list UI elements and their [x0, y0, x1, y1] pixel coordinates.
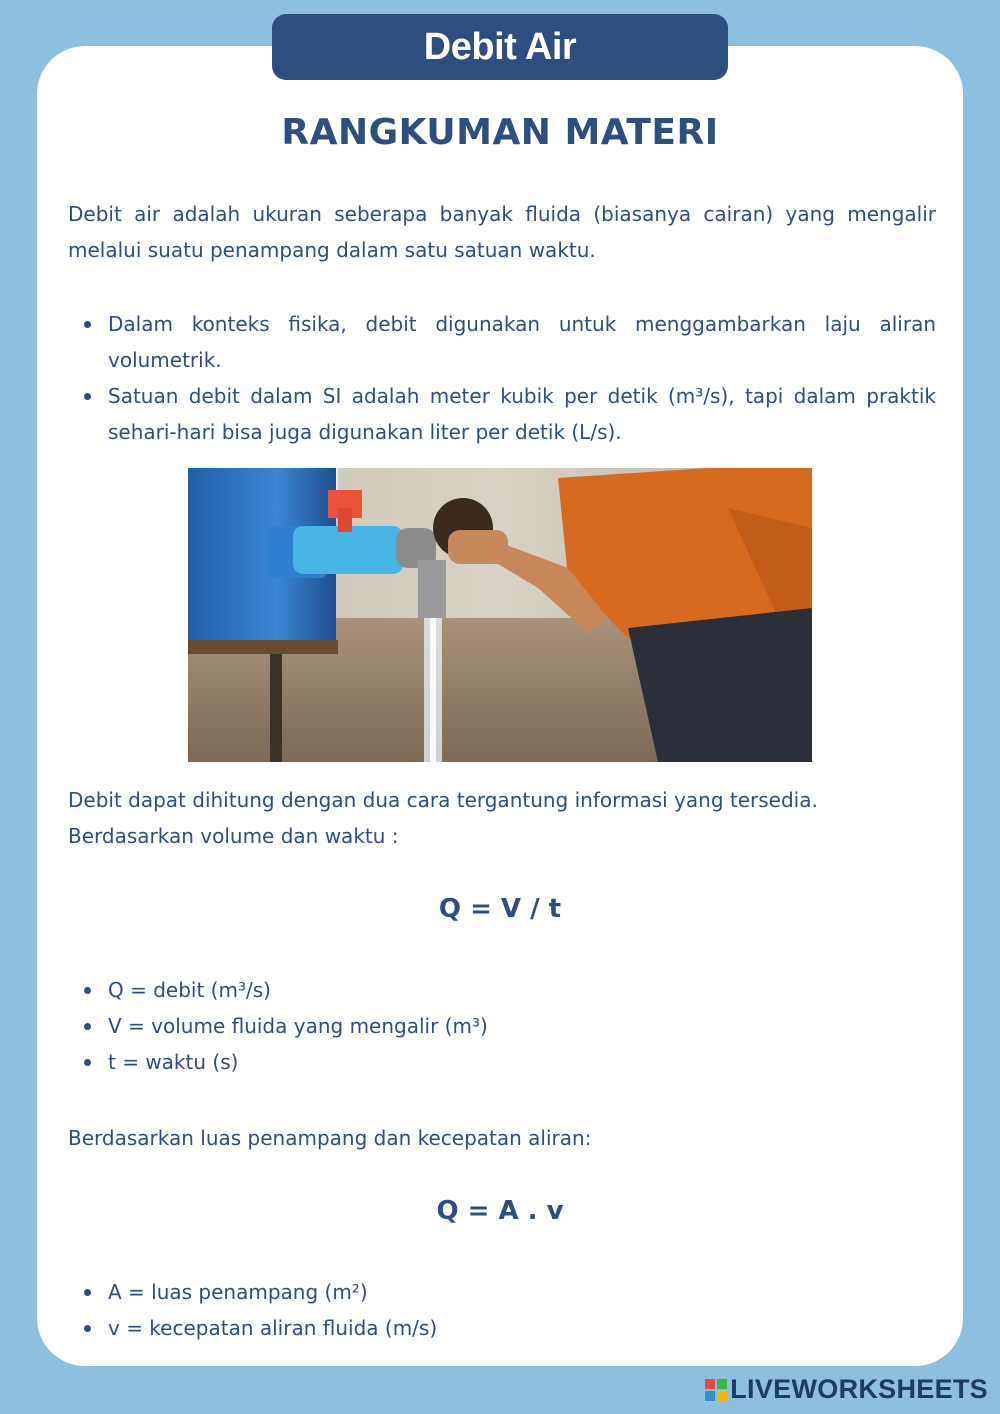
brand-name: LIVEWORKSHEETS: [730, 1374, 988, 1404]
intro-paragraph: Debit air adalah ukuran seberapa banyak fluida (biasanya cairan) yang mengalir melalui suatu penampang dalam satu satuan waktu.: [68, 202, 936, 262]
method1-label: Berdasarkan volume dan waktu :: [68, 824, 399, 848]
child-washing-face-at-tap-photo: [188, 468, 812, 762]
section-heading: RANGKUMAN MATERI: [281, 112, 719, 153]
list-item: v = kecepatan aliran fluida (m/s): [68, 1310, 936, 1346]
formula-volume-time: Q = V / t: [438, 894, 562, 924]
key-points-list: [68, 306, 936, 450]
list-item: t = waktu (s): [68, 1044, 936, 1080]
method2-label: Berdasarkan luas penampang dan kecepatan aliran:: [68, 1126, 592, 1150]
list-item: Satuan debit dalam SI adalah meter kubik per detik (m³/s), tapi dalam praktik sehari-hari bisa juga digunakan liter per detik (L/s).: [68, 378, 936, 450]
formula2-variables: [68, 1274, 936, 1346]
list-item: Q = debit (m³/s): [68, 972, 936, 1008]
page-title: Debit Air: [423, 25, 577, 68]
list-item: A = luas penampang (m²): [68, 1274, 936, 1310]
list-item: V = volume fluida yang mengalir (m³): [68, 1008, 936, 1044]
method-intro-block: [68, 782, 948, 854]
method-intro: Debit dapat dihitung dengan dua cara tergantung informasi yang tersedia.: [68, 788, 818, 812]
formula1-variables: [68, 972, 936, 1080]
title-banner: [272, 14, 728, 80]
formula-area-velocity: Q = A . v: [436, 1196, 564, 1226]
liveworksheets-brand[interactable]: [705, 1374, 988, 1405]
liveworksheets-logo-icon: [705, 1379, 727, 1401]
list-item: Dalam konteks fisika, debit digunakan untuk menggambarkan laju aliran volumetrik.: [68, 306, 936, 378]
